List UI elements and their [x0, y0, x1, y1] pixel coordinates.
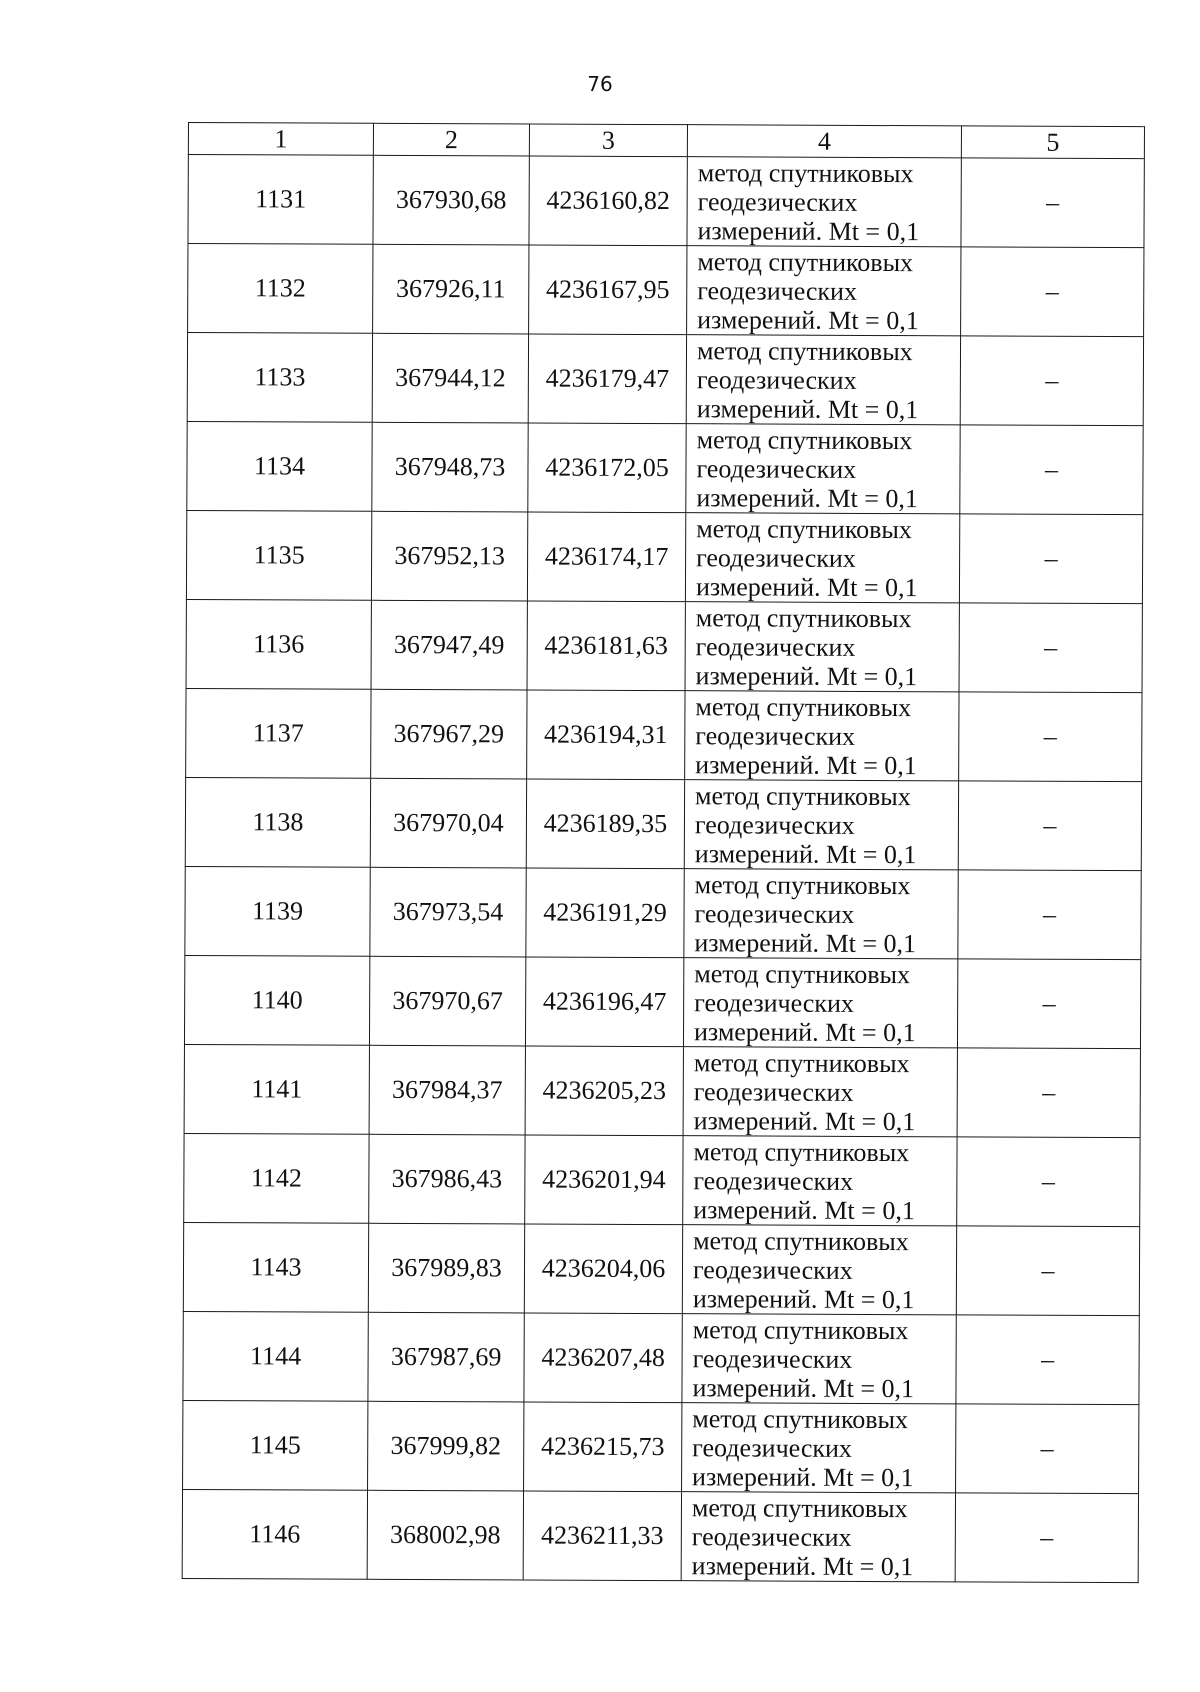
- y-coordinate-cell: 4236215,73: [524, 1402, 682, 1492]
- method-line: геодезических: [693, 1076, 854, 1107]
- point-number-cell: 1140: [184, 955, 369, 1045]
- note-cell: –: [957, 1048, 1140, 1138]
- note-cell: –: [958, 870, 1141, 960]
- method-line: метод спутниковых: [695, 602, 912, 633]
- column-header: 4: [687, 125, 961, 158]
- method-line: измерений. Mt = 0,1: [693, 1105, 916, 1136]
- method-line: метод спутниковых: [693, 1047, 910, 1078]
- point-number-cell: 1139: [185, 866, 370, 956]
- table-row: [185, 866, 1141, 959]
- note-cell: –: [956, 1315, 1139, 1405]
- method-line: метод спутниковых: [693, 1225, 909, 1256]
- method-line: геодезических: [696, 542, 856, 573]
- table-row: [187, 421, 1143, 514]
- note-cell: –: [960, 425, 1143, 515]
- y-coordinate-cell: 4236207,48: [524, 1313, 682, 1403]
- note-cell: –: [958, 781, 1141, 871]
- method-line: метод спутниковых: [696, 335, 913, 366]
- table-row: [182, 1489, 1138, 1582]
- table-header-row: [188, 123, 1144, 159]
- method-cell: [685, 513, 959, 603]
- table-row: [183, 1222, 1139, 1315]
- method-line: измерений. Mt = 0,1: [695, 749, 917, 780]
- x-coordinate-cell: 367948,73: [372, 422, 528, 512]
- point-number-cell: 1143: [183, 1222, 368, 1312]
- method-line: метод спутниковых: [694, 869, 911, 900]
- method-cell: [682, 1314, 956, 1404]
- method-line: измерений. Mt = 0,1: [697, 304, 919, 335]
- method-line: метод спутниковых: [696, 424, 913, 455]
- method-line: метод спутниковых: [693, 1136, 910, 1167]
- table-row: [188, 155, 1144, 248]
- note-cell: –: [959, 603, 1142, 693]
- table-row: [184, 955, 1140, 1048]
- method-line: измерений. Mt = 0,1: [696, 393, 919, 424]
- method-line: геодезических: [694, 809, 855, 840]
- point-number-cell: 1135: [186, 510, 371, 600]
- y-coordinate-cell: 4236172,05: [528, 423, 686, 513]
- note-cell: –: [959, 514, 1142, 604]
- method-cell: [683, 958, 957, 1048]
- point-number-cell: 1137: [186, 688, 371, 778]
- point-number-cell: 1142: [184, 1133, 369, 1223]
- page-number: 76: [587, 72, 613, 96]
- table-row: [186, 510, 1142, 603]
- point-number-cell: 1138: [185, 777, 370, 867]
- y-coordinate-cell: 4236194,31: [527, 690, 685, 780]
- note-cell: –: [961, 158, 1144, 248]
- method-line: геодезических: [697, 186, 858, 217]
- y-coordinate-cell: 4236196,47: [525, 957, 683, 1047]
- method-line: геодезических: [692, 1254, 853, 1285]
- point-number-cell: 1134: [187, 421, 372, 511]
- y-coordinate-cell: 4236205,23: [525, 1046, 683, 1136]
- note-cell: –: [961, 247, 1144, 337]
- table-row: [184, 1044, 1140, 1137]
- note-cell: –: [955, 1493, 1138, 1583]
- method-line: геодезических: [694, 987, 854, 1018]
- method-line: измерений. Mt = 0,1: [697, 215, 920, 246]
- point-number-cell: 1141: [184, 1044, 369, 1134]
- point-number-cell: 1136: [186, 599, 371, 689]
- method-line: метод спутниковых: [694, 958, 911, 989]
- method-line: геодезических: [691, 1521, 852, 1552]
- method-line: измерений. Mt = 0,1: [692, 1461, 914, 1492]
- table-row: [188, 244, 1144, 337]
- method-line: геодезических: [695, 631, 856, 662]
- method-line: измерений. Mt = 0,1: [695, 571, 918, 602]
- method-cell: [684, 780, 958, 870]
- point-number-cell: 1132: [188, 244, 373, 334]
- method-line: измерений. Mt = 0,1: [691, 1550, 914, 1581]
- method-line: измерений. Mt = 0,1: [692, 1372, 915, 1403]
- method-line: метод спутниковых: [697, 246, 914, 277]
- method-line: измерений. Mt = 0,1: [693, 1194, 915, 1225]
- method-line: метод спутниковых: [697, 157, 914, 188]
- y-coordinate-cell: 4236160,82: [529, 156, 687, 246]
- x-coordinate-cell: 367947,49: [371, 600, 527, 690]
- y-coordinate-cell: 4236189,35: [526, 779, 684, 869]
- note-cell: –: [956, 1404, 1139, 1494]
- x-coordinate-cell: 367952,13: [371, 511, 527, 601]
- note-cell: –: [959, 692, 1142, 782]
- method-cell: [685, 602, 959, 692]
- x-coordinate-cell: 367973,54: [370, 867, 526, 957]
- y-coordinate-cell: 4236191,29: [526, 868, 684, 958]
- table-row: [186, 599, 1142, 692]
- y-coordinate-cell: 4236181,63: [527, 601, 685, 691]
- method-line: метод спутниковых: [695, 691, 912, 722]
- point-number-cell: 1146: [182, 1489, 367, 1579]
- x-coordinate-cell: 367987,69: [368, 1312, 524, 1402]
- table-row: [184, 1133, 1140, 1226]
- y-coordinate-cell: 4236179,47: [528, 334, 686, 424]
- method-line: измерений. Mt = 0,1: [695, 660, 918, 691]
- y-coordinate-cell: 4236204,06: [524, 1224, 682, 1314]
- method-cell: [686, 424, 960, 514]
- method-cell: [682, 1403, 956, 1493]
- note-cell: –: [957, 1137, 1140, 1227]
- x-coordinate-cell: 367984,37: [369, 1045, 525, 1135]
- table-row: [183, 1311, 1139, 1404]
- note-cell: –: [956, 1226, 1139, 1316]
- y-coordinate-cell: 4236174,17: [527, 512, 685, 602]
- method-cell: [687, 246, 961, 336]
- method-line: геодезических: [697, 275, 858, 306]
- point-number-cell: 1145: [183, 1400, 368, 1490]
- method-line: геодезических: [695, 720, 856, 751]
- table-row: [186, 688, 1142, 781]
- x-coordinate-cell: 367970,67: [369, 956, 525, 1046]
- method-cell: [683, 1047, 957, 1137]
- table-body: [182, 123, 1144, 1583]
- table-row: [183, 1400, 1139, 1493]
- x-coordinate-cell: 367999,82: [368, 1401, 524, 1491]
- point-number-cell: 1131: [188, 155, 373, 245]
- method-line: геодезических: [692, 1343, 853, 1374]
- point-number-cell: 1144: [183, 1311, 368, 1401]
- column-header: 3: [529, 124, 687, 157]
- column-header: 2: [373, 123, 529, 156]
- note-cell: –: [957, 959, 1140, 1049]
- method-line: метод спутниковых: [696, 513, 912, 544]
- method-line: измерений. Mt = 0,1: [692, 1283, 915, 1314]
- x-coordinate-cell: 367944,12: [372, 333, 528, 423]
- column-header: 5: [961, 126, 1144, 159]
- method-line: геодезических: [693, 1165, 854, 1196]
- table-row: [185, 777, 1141, 870]
- method-cell: [686, 335, 960, 425]
- x-coordinate-cell: 368002,98: [367, 1490, 523, 1580]
- method-line: измерений. Mt = 0,1: [694, 838, 917, 869]
- x-coordinate-cell: 367926,11: [373, 244, 529, 334]
- x-coordinate-cell: 367989,83: [368, 1223, 524, 1313]
- method-cell: [681, 1492, 955, 1582]
- method-line: метод спутниковых: [692, 1314, 909, 1345]
- x-coordinate-cell: 367970,04: [370, 778, 526, 868]
- method-cell: [685, 691, 959, 781]
- y-coordinate-cell: 4236167,95: [529, 245, 687, 335]
- note-cell: –: [960, 336, 1143, 426]
- y-coordinate-cell: 4236201,94: [525, 1135, 683, 1225]
- method-cell: [682, 1225, 956, 1315]
- method-cell: [687, 157, 961, 247]
- column-header: 1: [188, 123, 373, 156]
- x-coordinate-cell: 367986,43: [369, 1134, 525, 1224]
- method-line: измерений. Mt = 0,1: [694, 927, 917, 958]
- method-line: измерений. Mt = 0,1: [693, 1016, 916, 1047]
- x-coordinate-cell: 367930,68: [373, 155, 529, 245]
- method-cell: [683, 1136, 957, 1226]
- table-row: [187, 333, 1143, 426]
- method-line: измерений. Mt = 0,1: [696, 482, 919, 513]
- x-coordinate-cell: 367967,29: [371, 689, 527, 779]
- method-line: метод спутниковых: [692, 1403, 909, 1434]
- point-number-cell: 1133: [187, 333, 372, 423]
- method-line: геодезических: [696, 453, 857, 484]
- method-line: метод спутниковых: [691, 1492, 908, 1523]
- method-line: метод спутниковых: [695, 780, 911, 811]
- y-coordinate-cell: 4236211,33: [523, 1491, 681, 1581]
- method-line: геодезических: [696, 364, 857, 395]
- method-cell: [684, 869, 958, 959]
- coordinates-table: [182, 122, 1145, 1583]
- method-line: геодезических: [692, 1432, 853, 1463]
- method-line: геодезических: [694, 898, 855, 929]
